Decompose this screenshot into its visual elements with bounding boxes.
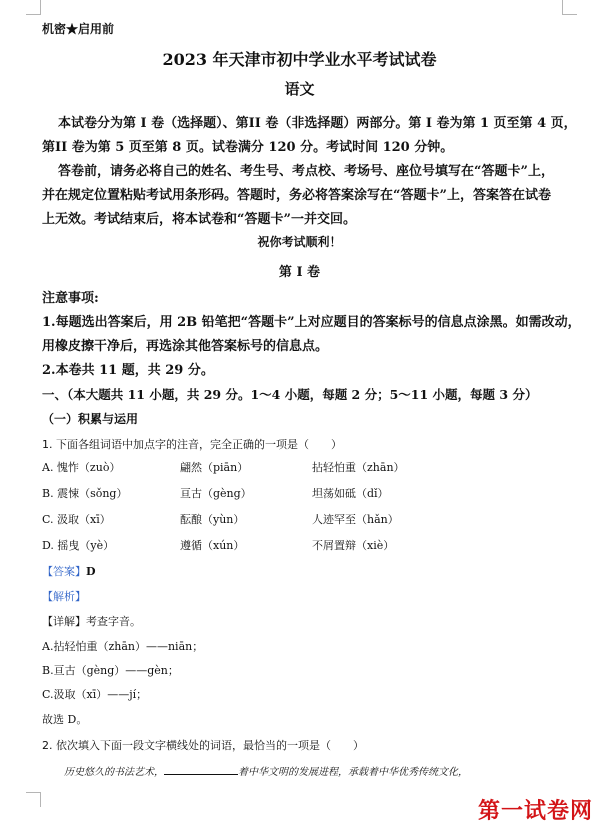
subject-title: 语文 [284,80,315,98]
notice-item: 2.本卷共 11 题，共 29 分。 [42,363,214,378]
option-c-word-3: 人迹罕至（hǎn） [312,513,399,526]
option-b-word-3: 坦荡如砥（dǐ） [312,487,389,500]
option-a-word-3: 拈轻怕重（zhān） [312,461,405,474]
correction-c: C.汲取（xī）——jí； [42,688,148,701]
correction-a: A.拈轻怕重（zhān）——niān； [42,640,204,653]
section-heading: 一、（本大题共 11 小题，共 29 分。1～4 小题，每题 2 分；5～11 小题，每题 3 分） [42,387,538,402]
answer-tag: 【答案】 [42,565,86,578]
analysis-tag: 【解析】 [42,590,86,603]
passage-text: 着中华文明的发展进程，承载着中华优秀传统文化， [238,767,468,778]
notice-heading: 注意事项: [42,291,99,306]
option-a-word-2: 翩然（piān） [180,461,249,474]
option-c-word-2: 酝酿（yùn） [180,513,245,526]
good-luck-text: 祝你考试顺利！ [257,235,342,249]
answer-value: D [86,565,96,578]
crop-mark-top-left [26,0,41,15]
option-d-word-2: 遵循（xún） [180,539,245,552]
question-stem: 2. 依次填入下面一段文字横线处的词语，最恰当的一项是（ ） [42,739,364,752]
crop-mark-bottom-left [26,792,41,807]
exam-title: 2023 年天津市初中学业水平考试试卷 [162,50,437,69]
detail-text: 考查字音。 [86,615,141,628]
correction-b: B.亘古（gèng）——gèn； [42,664,179,677]
volume-title: 第 I 卷 [278,265,321,280]
passage-text: 历史悠久的书法艺术， [64,767,164,778]
option-b-word-2: 亘古（gèng） [180,487,252,500]
confidential-label: 机密★启用前 [42,22,115,36]
fill-blank [164,764,238,775]
detail-tag: 【详解】 [42,615,86,628]
intro-line: 第II 卷为第 5 页至第 8 页。试卷满分 120 分。考试时间 120 分钟。 [42,140,454,155]
conclusion-text: 故选 D。 [42,713,88,726]
option-a-word-1: A. 愧怍（zuò） [42,461,121,474]
crop-mark-top-right [562,0,577,15]
intro-line: 上无效。考试结束后，将本试卷和“答题卡”一并交回。 [42,212,356,227]
intro-line: 并在规定位置粘贴考试用条形码。答题时，务必将答案涂写在“答题卡”上，答案答在试卷 [42,188,551,203]
option-b-word-1: B. 震悚（sǒng） [42,487,128,500]
intro-line: 本试卷分为第 I 卷（选择题）、第II 卷（非选择题）两部分。第 I 卷为第 1 页至第 4 页， [58,116,577,131]
intro-line: 答卷前，请务必将自己的姓名、考生号、考点校、考场号、座位号填写在“答题卡”上， [58,164,554,179]
question-stem: 1. 下面各组词语中加点字的注音，完全正确的一项是（ ） [42,438,342,451]
notice-item: 用橡皮擦干净后，再选涂其他答案标号的信息点。 [42,339,329,354]
subsection-heading: （一）积累与运用 [42,412,139,426]
site-watermark: 第一试卷网 [477,799,593,824]
option-d-word-3: 不屑置辩（xiè） [312,539,395,552]
notice-item: 1.每题选出答案后，用 2B 铅笔把“答题卡”上对应题目的答案标号的信息点涂黑。如需改动， [42,315,581,330]
option-c-word-1: C. 汲取（xī） [42,513,111,526]
option-d-word-1: D. 摇曳（yè） [42,539,115,552]
